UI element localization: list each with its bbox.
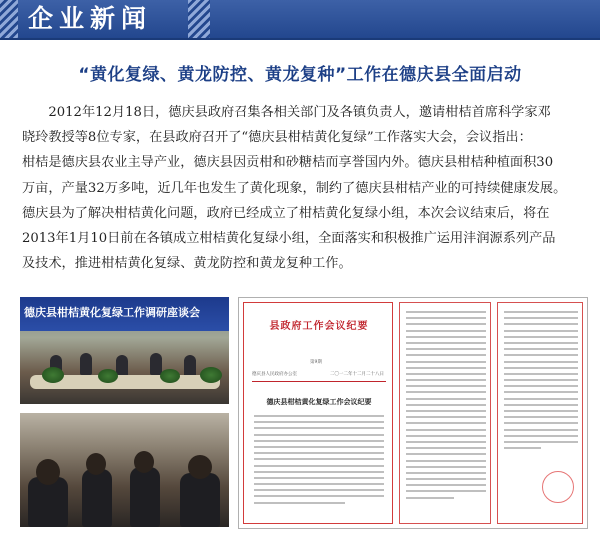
attendee-figure xyxy=(184,355,196,377)
minutes-red-rule xyxy=(252,381,386,382)
meeting-banner xyxy=(20,297,229,331)
article-body xyxy=(22,100,578,276)
article-line: 2012年12月18日，德庆县政府召集各相关部门及各镇负责人，邀请柑桔首席科学家邓 xyxy=(48,105,551,120)
attendee-figure xyxy=(180,473,220,527)
table-plant xyxy=(200,367,222,383)
attendee-head xyxy=(86,453,106,475)
article-line: 及技术，推进柑桔黄化复绿、黄龙防控和黄龙复种工作。 xyxy=(22,256,352,272)
attendee-figure xyxy=(130,467,160,527)
minutes-subtitle: 德庆县柑桔黄化复绿工作会议纪要 xyxy=(266,397,372,406)
meeting-photo-wide xyxy=(20,297,229,404)
attendee-figure xyxy=(82,469,112,527)
attendee-figure xyxy=(150,353,162,375)
official-seal xyxy=(542,471,574,503)
article-headline: “黄化复绿、黄龙防控、黄龙复种”工作在德庆县全面启动 xyxy=(78,65,522,85)
article-line: 德庆县为了解决柑桔黄化问题，政府已经成立了柑桔黄化复绿小组，本次会议结束后，将在 xyxy=(22,205,550,221)
meeting-banner-text: 德庆县柑桔黄化复绿工作调研座谈会 xyxy=(24,306,200,319)
attendee-head xyxy=(134,451,154,473)
header-stripe-right xyxy=(188,0,210,38)
table-plant xyxy=(42,367,64,383)
article-line: 晓玲教授等8位专家，在县政府召开了“德庆县柑桔黄化复绿”工作落实大会，会议指出： xyxy=(22,130,532,146)
minutes-text-block xyxy=(406,311,486,503)
header-stripe-left xyxy=(0,0,18,38)
meeting-photo-closeup xyxy=(20,413,229,527)
meeting-minutes-scan xyxy=(238,297,588,529)
section-title: 企业新闻 xyxy=(28,4,153,33)
table-plant xyxy=(98,369,118,383)
attendee-figure xyxy=(80,353,92,375)
section-header-bar xyxy=(0,0,600,40)
article-line: 万亩，产量32万多吨，近几年也发生了黄化现象，制约了德庆县柑桔产业的可持续健康发展。 xyxy=(22,180,567,196)
minutes-issuer: 德庆县人民政府办公室 xyxy=(252,372,297,377)
minutes-text-block xyxy=(254,415,384,508)
article-line: 柑桔是德庆县农业主导产业，德庆县因贡柑和砂糖桔而享誉国内外。德庆县柑桔种植面积30 xyxy=(22,155,554,171)
minutes-text-block xyxy=(504,311,578,453)
minutes-page-cover xyxy=(243,302,393,524)
article-line: 2013年1月10日前在各镇成立柑桔黄化复绿小组，全面落实和积极推广运用沣润源系列产品 xyxy=(22,231,556,247)
table-plant xyxy=(160,369,180,383)
minutes-date: 二〇一二年十二月二十八日 xyxy=(330,372,384,377)
attendee-head xyxy=(36,459,60,485)
minutes-page-2 xyxy=(399,302,491,524)
minutes-issue-number: 第9期 xyxy=(310,360,322,365)
attendee-head xyxy=(188,455,212,479)
minutes-page-3 xyxy=(497,302,583,524)
minutes-doc-title: 县政府工作会议纪要 xyxy=(269,321,369,332)
